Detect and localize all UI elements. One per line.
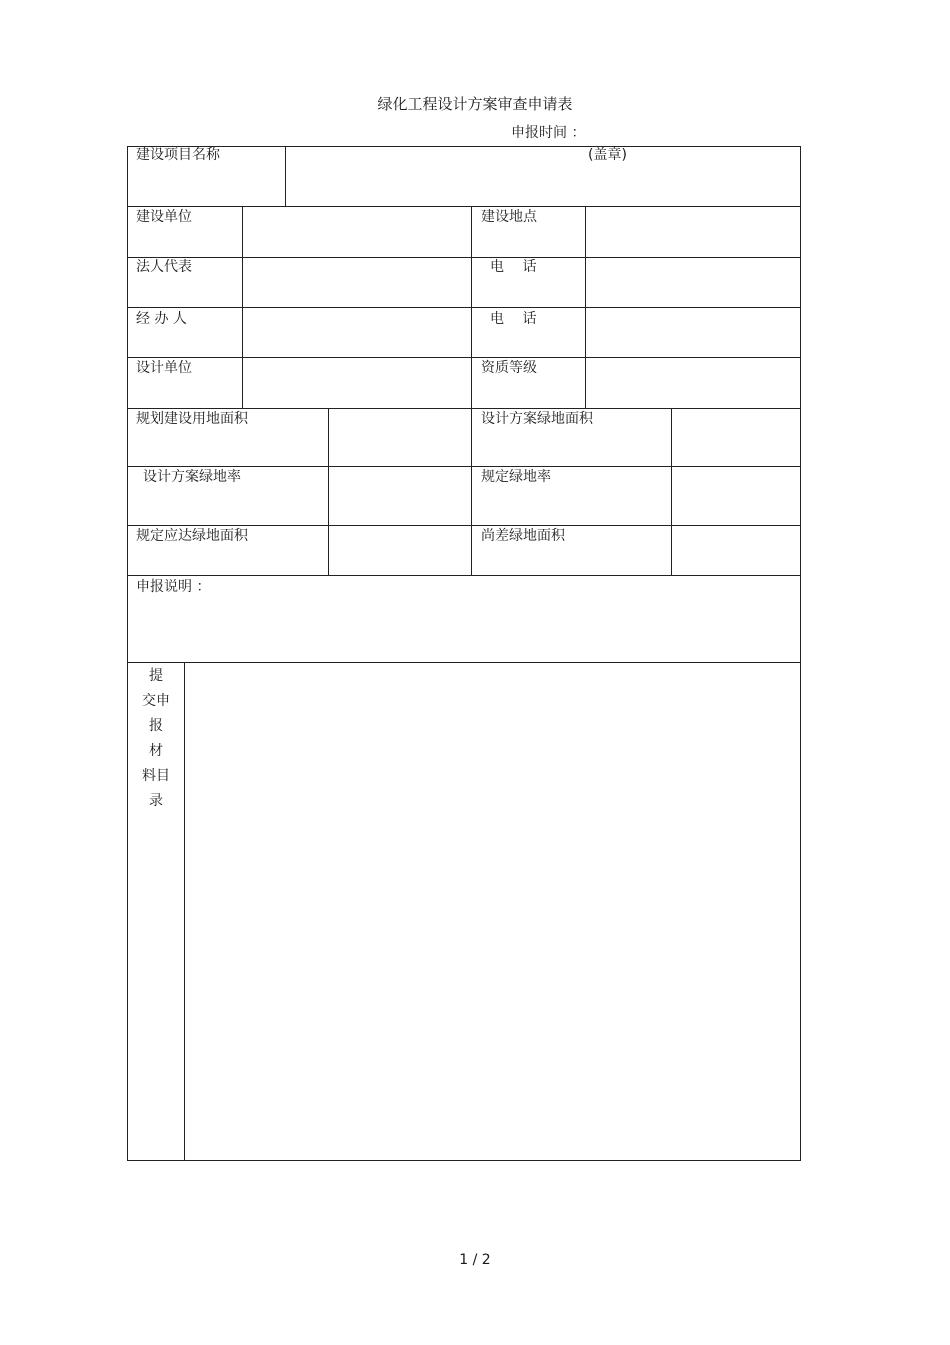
table-border	[127, 146, 128, 1161]
column-divider	[671, 408, 672, 575]
materials-label-line: 料目	[142, 768, 170, 784]
seal-label: (盖章)	[588, 147, 627, 163]
row-divider	[127, 466, 801, 467]
qualification-level-label: 资质等级	[481, 360, 537, 376]
column-divider	[585, 206, 586, 408]
phone-label: 电 话	[490, 311, 537, 327]
row-divider	[127, 357, 801, 358]
required-green-area-label: 规定应达绿地面积	[136, 528, 248, 544]
row-divider	[127, 525, 801, 526]
declaration-note-label: 申报说明 ：	[136, 579, 211, 595]
column-divider	[471, 206, 472, 575]
column-divider	[242, 206, 243, 408]
shortfall-green-area-label: 尚差绿地面积	[481, 528, 565, 544]
page-number: 1 / 2	[459, 1252, 491, 1268]
row-divider	[127, 662, 801, 663]
design-unit-label: 设计单位	[136, 360, 192, 376]
table-border	[800, 146, 801, 1161]
row-divider	[127, 307, 801, 308]
table-border	[127, 1160, 801, 1161]
row-divider	[127, 575, 801, 576]
construction-unit-label: 建设单位	[136, 209, 192, 225]
design-green-rate-label: 设计方案绿地率	[143, 469, 241, 485]
phone-label: 电 话	[490, 259, 537, 275]
construction-site-label: 建设地点	[481, 209, 537, 225]
column-divider	[285, 146, 286, 206]
row-divider	[127, 408, 801, 409]
page-title: 绿化工程设计方案审查申请表	[377, 95, 573, 113]
materials-label-line: 提	[149, 668, 163, 684]
materials-label-line: 报	[149, 718, 163, 734]
row-divider	[127, 257, 801, 258]
row-divider	[127, 206, 801, 207]
declaration-date-label: 申报时间 ：	[511, 125, 586, 141]
design-green-area-label: 设计方案绿地面积	[481, 411, 593, 427]
materials-label-line: 交申	[142, 693, 170, 709]
planned-land-area-label: 规划建设用地面积	[136, 411, 248, 427]
column-divider	[328, 408, 329, 575]
project-name-label: 建设项目名称	[136, 147, 220, 163]
column-divider	[184, 662, 185, 1160]
materials-label-line: 材	[149, 743, 163, 759]
materials-label-line: 录	[149, 793, 163, 809]
materials-list-label	[128, 664, 184, 814]
required-green-rate-label: 规定绿地率	[481, 469, 551, 485]
table-border	[127, 146, 801, 147]
handler-label: 经 办 人	[136, 311, 187, 327]
legal-representative-label: 法人代表	[136, 259, 192, 275]
